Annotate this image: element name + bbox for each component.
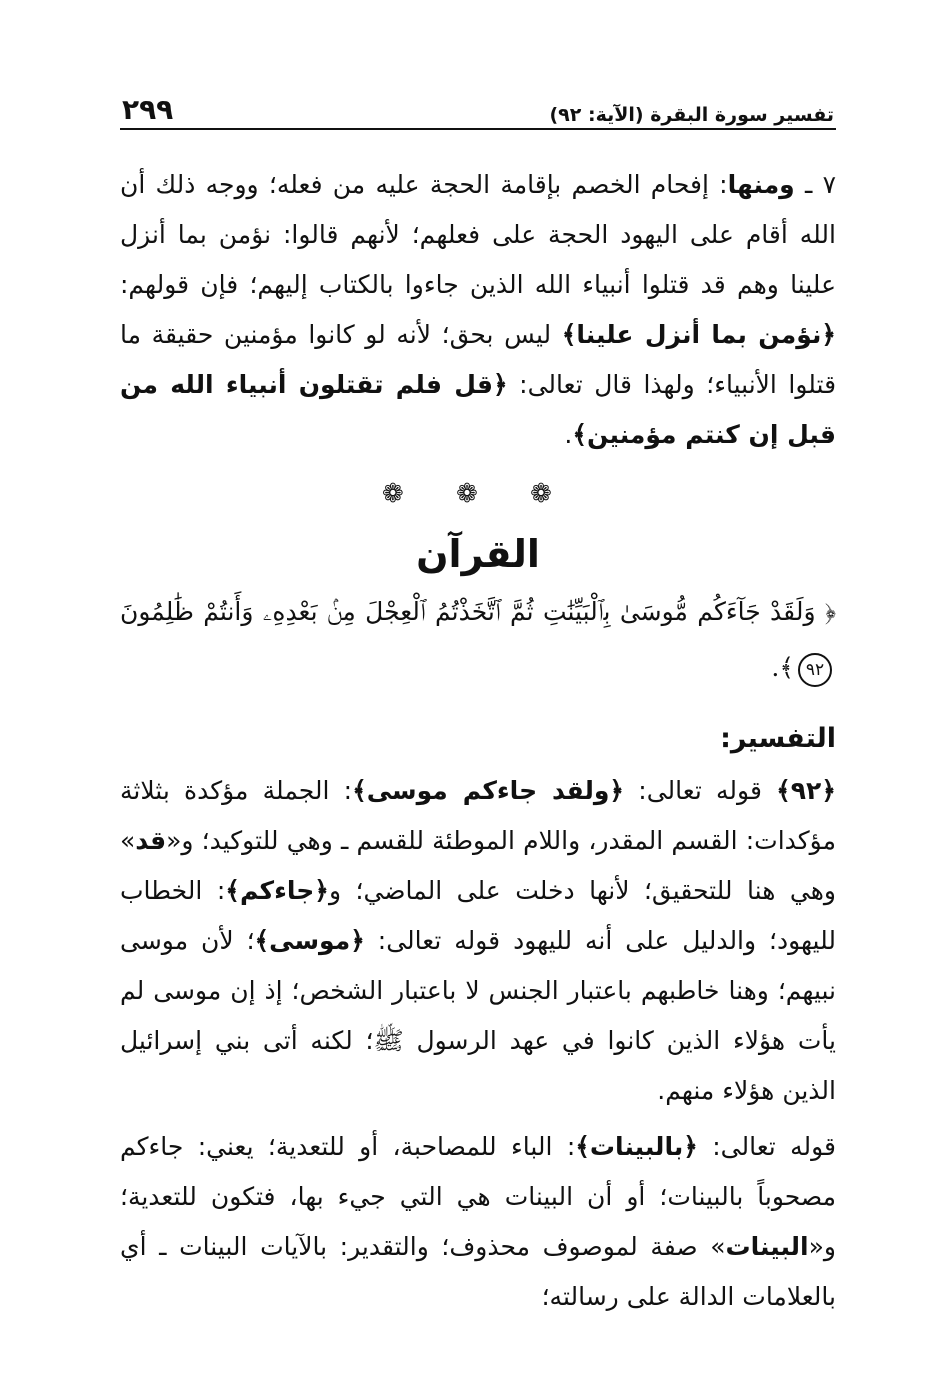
text-segment: : الخطاب لليهود؛ والدليل على أنه لليهود قوله تعالى: — [120, 876, 836, 955]
text-segment: » صفة لموصوف محذوف؛ والتقدير: بالآيات البينات ـ أي بالعلامات الدالة على رسالته؛ — [120, 1232, 836, 1311]
tafsir-heading: التفسير: — [720, 723, 836, 754]
header-rule — [120, 128, 836, 130]
quote-musa: ﴿موسى﴾ — [254, 926, 365, 955]
quran-heading: القرآن — [416, 532, 540, 576]
verse-ref: ﴿٩٢﴾ — [776, 776, 836, 805]
verse-open-bracket: ﴿ — [824, 597, 836, 626]
quran-verse — [120, 584, 836, 696]
word-bayyinat: البينات — [725, 1232, 809, 1261]
verse-number-medallion: ٩٢ — [798, 653, 832, 687]
quote-fa-lima: ﴿قل فلم تقتلون أنبياء الله من قبل إن كنتم مؤمنين﴾ — [120, 370, 836, 449]
word-qad: قد — [135, 826, 167, 855]
section-separator: ❁ ❁ ❁ — [382, 479, 574, 509]
point-number: ٧ ـ — [804, 170, 836, 199]
text-segment: ؛ لأن موسى نبيهم؛ وهنا خاطبهم باعتبار الجنس لا باعتبار الشخص؛ إذ إن موسى لم يأت هؤلاء الذين كانوا في عهد الرسول ﷺ؛ لكنه أتى بني إسرائيل الذين هؤلاء منهم. — [120, 926, 836, 1105]
quote-numinu: ﴿نؤمن بما أنزل علينا﴾ — [561, 320, 836, 349]
quote-laqad: ﴿ولقد جاءكم موسى﴾ — [352, 776, 625, 805]
text-segment: : الجملة مؤكدة بثلاثة مؤكدات: القسم المقدر، واللام الموطئة للقسم ـ وهي للتوكيد؛ و« — [120, 776, 836, 855]
text-segment: : الباء للمصاحبة، أو للتعدية؛ يعني: جاءكم مصحوباً بالبينات؛ أو أن البينات هي التي جيء بها، فتكون للتعدية؛ و« — [120, 1132, 836, 1261]
verse-close-bracket: ﴾. — [771, 653, 794, 682]
page-number: ٢٩٩ — [122, 93, 174, 126]
point-label: ومنها — [727, 170, 795, 199]
text-segment: قوله تعالى: — [712, 1132, 836, 1161]
quote-jaakum: ﴿جاءكم﴾ — [225, 876, 329, 905]
text-segment: » وهي هنا للتحقيق؛ لأنها دخلت على الماضي؛ و — [120, 826, 836, 905]
quote-bayyinat: ﴿بالبينات﴾ — [575, 1132, 698, 1161]
page-content — [120, 160, 836, 1322]
intro-text: : إفحام الخصم بإقامة الحجة عليه من فعله؛ ووجه ذلك أن الله أقام على اليهود الحجة على فعلهم؛ لأنهم قالوا: نؤمن بما أنزل علينا وهم قد قتلوا أنبياء الله الذين جاءوا بالكتاب إليهم؛ فإن قولهم: — [120, 170, 836, 299]
intro-text-2: ليس بحق؛ لأنه لو كانوا مؤمنين حقيقة ما قتلوا الأنبياء؛ ولهذا قال تعالى: — [120, 320, 837, 399]
tafsir-paragraph-2 — [120, 1122, 836, 1322]
running-title: تفسير سورة البقرة (الآية: ٩٢) — [549, 104, 834, 126]
verse-text: وَلَقَدْ جَآءَكُم مُّوسَىٰ بِٱلْبَيِّنَٰتِ ثُمَّ ٱتَّخَذْتُمُ ٱلْعِجْلَ مِنۢ بَعْدِهِۦ وَأَنتُمْ ظَٰلِمُونَ — [120, 597, 816, 626]
intro-paragraph — [120, 160, 836, 460]
page-header — [122, 92, 834, 126]
text-segment: قوله تعالى: — [638, 776, 762, 805]
tafsir-paragraph-1 — [120, 766, 836, 1116]
intro-end: . — [564, 420, 573, 449]
